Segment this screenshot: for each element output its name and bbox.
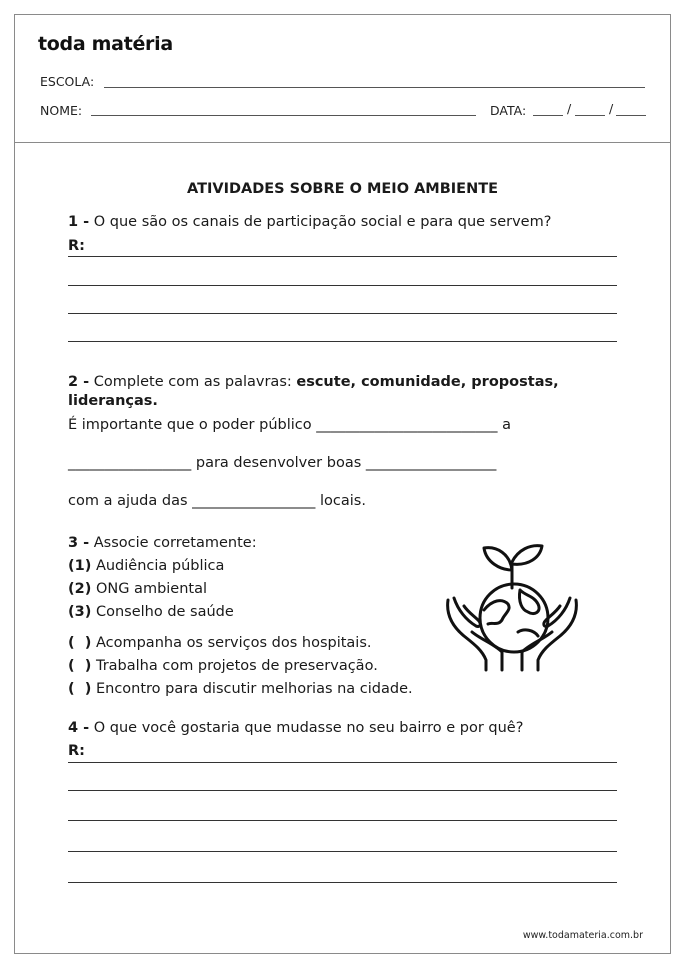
answer-line[interactable] [68, 285, 617, 286]
option-text: Conselho de saúde [95, 604, 234, 620]
statement-text: Encontro para discutir melhorias na cidade. [95, 681, 413, 697]
name-field[interactable] [91, 115, 476, 116]
option-text: Audiência pública [95, 558, 225, 574]
statement-text: Trabalha com projetos de preservação. [95, 658, 378, 674]
question-text: Associe corretamente: [93, 535, 257, 551]
option-text: ONG ambiental [95, 581, 208, 597]
header-divider [14, 142, 671, 143]
answer-line[interactable] [68, 256, 617, 257]
question-text: Complete com as palavras: [93, 374, 292, 390]
question-2 [68, 374, 618, 390]
worksheet-border [14, 14, 671, 954]
question-number: 3 - [68, 535, 90, 551]
option-number: (1) [68, 558, 92, 574]
option-item [68, 581, 207, 597]
statement-text: Acompanha os serviços dos hospitais. [95, 635, 372, 651]
fill-in-sentence-line[interactable]: com a ajuda das _________________ locais. [68, 493, 366, 509]
answer-box[interactable]: ( ) [68, 681, 92, 697]
statement-item [68, 635, 372, 651]
date-label: DATA: [490, 103, 527, 118]
hands-holding-globe-icon [442, 540, 582, 675]
date-month-field[interactable] [575, 115, 605, 116]
answer-box[interactable]: ( ) [68, 635, 92, 651]
school-field[interactable] [104, 87, 645, 88]
question-4 [68, 720, 523, 736]
statement-item [68, 681, 413, 697]
statement-item [68, 658, 378, 674]
footer-url: www.todamateria.com.br [522, 930, 643, 941]
answer-line[interactable] [68, 313, 617, 314]
date-separator: / [567, 101, 572, 116]
school-label: ESCOLA: [40, 74, 95, 89]
question-text: O que são os canais de participação social e para que servem? [93, 214, 552, 230]
date-day-field[interactable] [533, 115, 563, 116]
name-label: NOME: [40, 103, 83, 118]
word-bank: escute, comunidade, propostas, [296, 374, 559, 390]
fill-in-sentence-line[interactable]: É importante que o poder público _________________________ a [68, 417, 511, 433]
answer-line[interactable] [68, 341, 617, 342]
answer-line[interactable] [68, 790, 617, 791]
question-number: 1 - [68, 214, 90, 230]
date-year-field[interactable] [616, 115, 646, 116]
option-item [68, 558, 224, 574]
option-number: (2) [68, 581, 92, 597]
question-number: 2 - [68, 374, 90, 390]
question-number: 4 - [68, 720, 90, 736]
option-item [68, 604, 234, 620]
answer-label: R: [68, 743, 85, 759]
word-bank-continued: lideranças. [68, 393, 158, 409]
answer-label: R: [68, 238, 85, 254]
answer-line[interactable] [68, 820, 617, 821]
question-1 [68, 214, 551, 230]
page-title: ATIVIDADES SOBRE O MEIO AMBIENTE [186, 181, 499, 197]
date-separator: / [609, 101, 614, 116]
logo: toda matéria [38, 33, 173, 55]
option-number: (3) [68, 604, 92, 620]
fill-in-sentence-line[interactable]: _________________ para desenvolver boas __________________ [68, 455, 497, 471]
answer-line[interactable] [68, 762, 617, 763]
question-3 [68, 535, 257, 551]
answer-line[interactable] [68, 882, 617, 883]
question-text: O que você gostaria que mudasse no seu bairro e por quê? [93, 720, 524, 736]
answer-line[interactable] [68, 851, 617, 852]
answer-box[interactable]: ( ) [68, 658, 92, 674]
